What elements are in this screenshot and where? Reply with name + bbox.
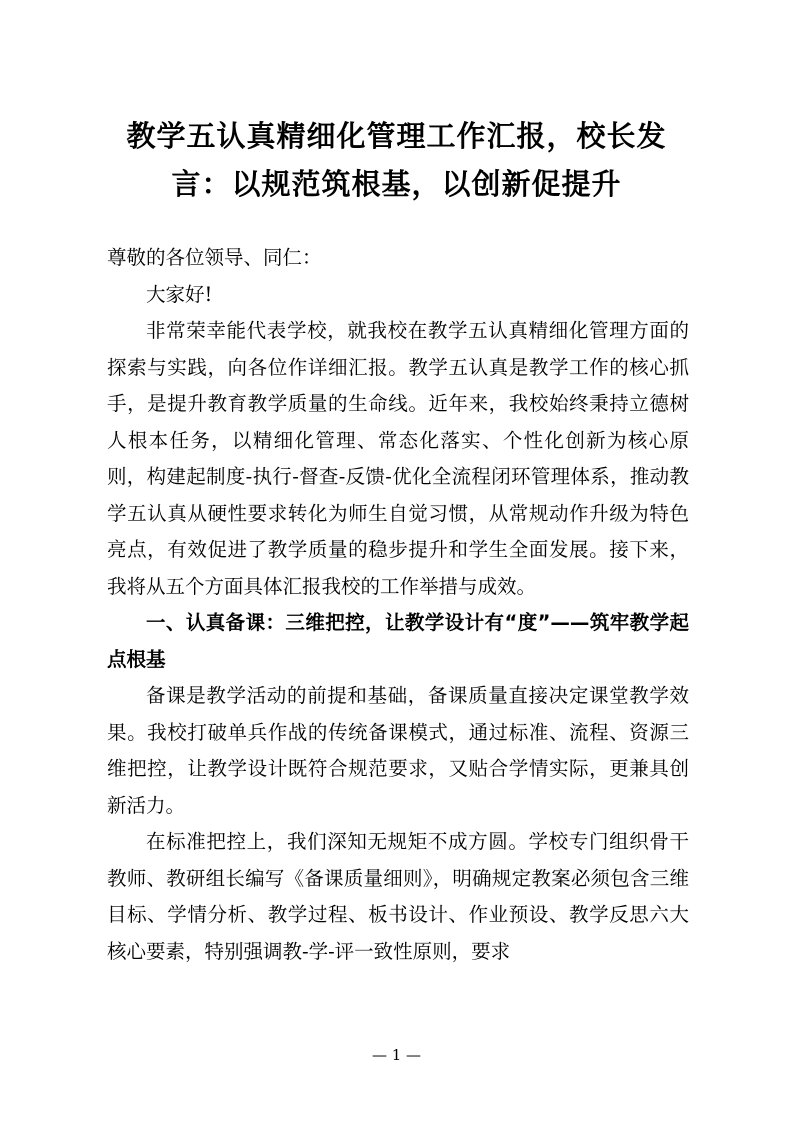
page-number: — 1 —: [371, 1046, 422, 1064]
section-paragraph: 在标准把控上，我们深知无规矩不成方圆。学校专门组织骨干教师、教研组长编写《备课质量细则》，明确规定教案必须包含三维目标、学情分析、教学过程、板书设计、作业预设、教学反思六大核心要素，特别强调教-学-评一致性原则，要求: [107, 830, 689, 963]
document-title: 教学五认真精细化管理工作汇报，校长发言：以规范筑根基，以创新促提升: [126, 119, 667, 201]
salutation: 尊敬的各位领导、同仁：: [107, 246, 322, 269]
greeting: 大家好!: [146, 282, 213, 306]
section-paragraph: 备课是教学活动的前提和基础，备课质量直接决定课堂教学效果。我校打破单兵作战的传统备课模式，通过标准、流程、资源三维把控，让教学设计既符合规范要求，又贴合学情实际，更兼具创新活力。: [107, 684, 689, 817]
intro-paragraph: 非常荣幸能代表学校，就我校在教学五认真精细化管理方面的探索与实践，向各位作详细汇报。教学五认真是教学工作的核心抓手，是提升教育教学质量的生命线。近年来，我校始终秉持立德树人根本任务，以精细化管理、常态化落实、个性化创新为核心原则，构建起制度-执行-督查-反馈-优化全流程闭环管理体系，推动教学五认真从硬性要求转化为师生自觉习惯，从常规动作升级为特色亮点，有效促进了教学质量的稳步提升和学生全面发展。接下来，我将从五个方面具体汇报我校的工作举措与成效。: [107, 319, 689, 598]
section-heading: 一、认真备课：三维把控，让教学设计有“度”——筑牢教学起点根基: [107, 611, 689, 671]
document-body: [107, 240, 689, 970]
